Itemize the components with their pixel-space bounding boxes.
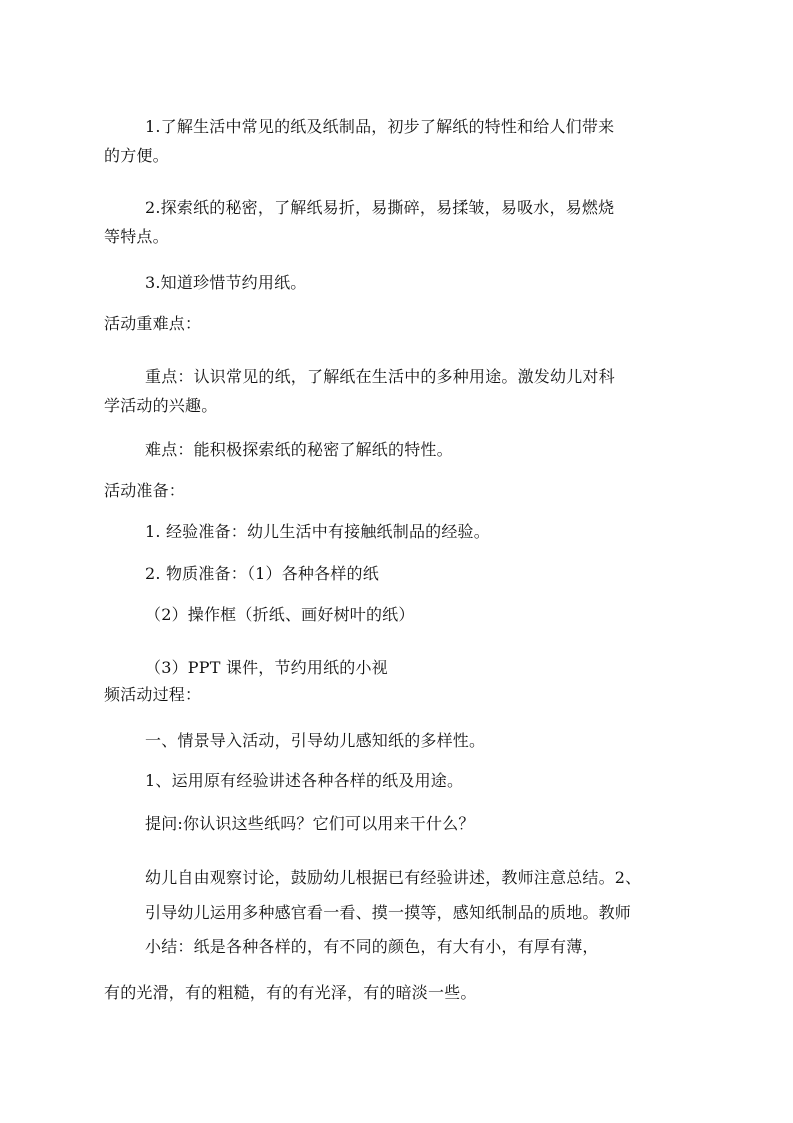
key-point-line-1: 重点：认识常见的纸，了解纸在生活中的多种用途。激发幼儿对科 — [145, 367, 615, 386]
summary-line-2: 有的光滑，有的粗糙，有的有光泽，有的暗淡一些。 — [104, 983, 477, 1002]
objective-3: 3.知道珍惜节约用纸。 — [145, 273, 307, 292]
heading-preparation: 活动准备： — [104, 481, 186, 500]
preparation-experience: 1. 经验准备：幼儿生活中有接触纸制品的经验。 — [145, 522, 490, 541]
heading-key-difficult-points: 活动重难点： — [104, 314, 202, 333]
objective-1-line-1: 1.了解生活中常见的纸及纸制品，初步了解纸的特性和给人们带来 — [145, 117, 615, 136]
objective-2-line-1: 2.探索纸的秘密，了解纸易折，易撕碎，易揉皱，易吸水，易燃烧 — [145, 198, 615, 217]
objective-2-line-2: 等特点。 — [104, 227, 169, 246]
question: 提问:你认识这些纸吗？它们可以用来干什么？ — [145, 814, 475, 833]
objective-1-line-2: 的方便。 — [104, 146, 169, 165]
process-step-1: 一、情景导入活动，引导幼儿感知纸的多样性。 — [145, 731, 486, 750]
key-point-line-2: 学活动的兴趣。 — [104, 396, 218, 415]
observation-line-1: 幼儿自由观察讨论，鼓励幼儿根据已有经验讲述，教师注意总结。2、 — [145, 868, 642, 887]
summary-line-1: 小结：纸是各种各样的，有不同的颜色，有大有小，有厚有薄， — [145, 937, 599, 956]
preparation-materials-2: （2）操作框（折纸、画好树叶的纸） — [145, 605, 415, 624]
preparation-materials: 2. 物质准备：（1）各种各样的纸 — [145, 564, 379, 583]
preparation-materials-3: （3）PPT 课件，节约用纸的小视 — [145, 658, 388, 677]
observation-line-2: 引导幼儿运用多种感官看一看、摸一摸等，感知纸制品的质地。教师 — [145, 903, 632, 922]
process-step-1-1: 1、运用原有经验讲述各种各样的纸及用途。 — [145, 771, 464, 790]
difficult-point: 难点：能积极探索纸的秘密了解纸的特性。 — [145, 440, 453, 459]
heading-process: 频活动过程： — [104, 685, 202, 704]
